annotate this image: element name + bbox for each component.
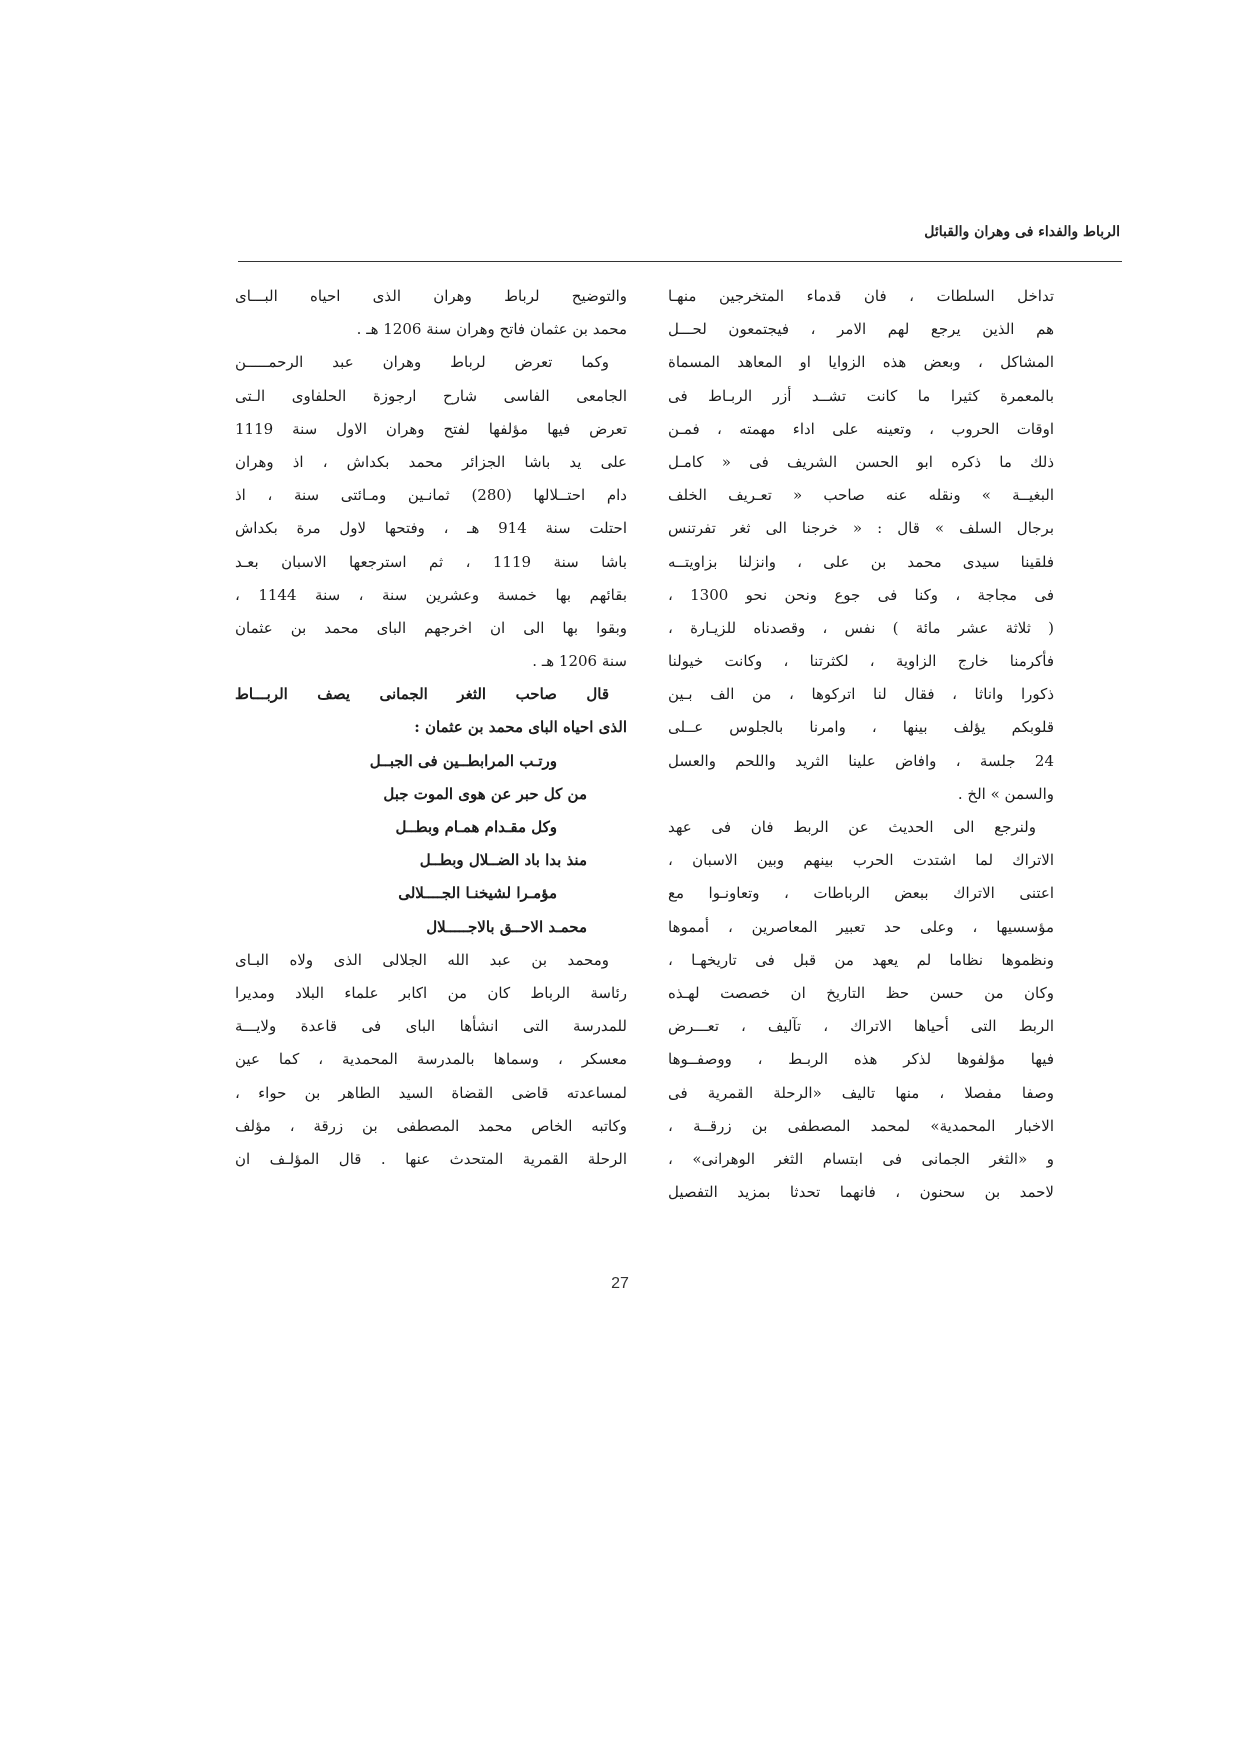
text-line: فأكرمنا خارج الزاوية ، لكثرتنا ، وكانت خيولنا bbox=[668, 652, 1054, 671]
text-line: على يد باشا الجزائر محمد بكداش ، اذ وهران bbox=[235, 452, 627, 471]
text-line: دام احتــلالها (280) ثمانـين ومـائتى سنة ، اذ bbox=[235, 486, 627, 505]
verse-line: من كل حبر عن هوى الموت جبل bbox=[383, 784, 587, 803]
verse-line: منذ بدا باد الضــلال وبطــل bbox=[419, 851, 587, 870]
text-line: وصفا مفصلا ، منها تاليف «الرحلة القمرية فى bbox=[668, 1083, 1054, 1102]
text-line: الاخبار المحمدية» لمحمد المصطفى بن زرقــة ، bbox=[668, 1116, 1054, 1135]
text-line: ونظموها نظاما لم يعهد من قبل فى تاريخهـا ، bbox=[668, 950, 1054, 969]
text-line: ذكورا واناثا ، فقال لنا اتركوها ، من الف بـين bbox=[668, 685, 1054, 704]
text-line: سنة 1206 هـ . bbox=[532, 652, 627, 671]
text-line: فيها مؤلفوها لذكر هذه الربـط ، ووصفــوها bbox=[668, 1050, 1054, 1069]
text-line: الذى احياه الباى محمد بن عثمان : bbox=[414, 718, 627, 737]
verse-line: وكل مقـدام همـام وبطــل bbox=[395, 818, 557, 836]
text-line: لاحمد بن سحنون ، فانهما تحدثا بمزيد التفصيل bbox=[668, 1183, 1054, 1202]
text-line: قلوبكم يؤلف بينها ، وامرنا بالجلوس عــلى bbox=[668, 718, 1054, 737]
text-line: برجال السلف » قال : « خرجنا الى ثغر تفرتنس bbox=[668, 519, 1054, 538]
right-column bbox=[668, 280, 1054, 1209]
text-line: وكان من حسن حظ التاريخ ان خصصت لهـذه bbox=[668, 983, 1054, 1002]
text-line: المشاكل ، وبعض هذه الزوايا او المعاهد المسماة bbox=[668, 353, 1054, 372]
text-line: قال صاحب الثغر الجمانى يصف الربـــاط bbox=[235, 685, 609, 704]
text-line: الاتراك لما اشتدت الحرب بينهم وبين الاسبان ، bbox=[668, 851, 1054, 870]
text-line: محمد بن عثمان فاتح وهران سنة 1206 هـ . bbox=[356, 320, 627, 339]
text-line: للمدرسة التى انشأها الباى فى قاعدة ولايـــة bbox=[235, 1017, 627, 1036]
text-line: بالمعمرة كثيرا ما كانت تشــد أزر الربـاط فى bbox=[668, 386, 1054, 405]
text-line: احتلت سنة 914 هـ ، وفتحها لاول مرة بكداش bbox=[235, 519, 627, 538]
page-number: 27 bbox=[611, 1275, 629, 1292]
text-line: فلقينا سيدى محمد بن على ، وانزلنا بزاويتــه bbox=[668, 552, 1054, 571]
text-line: رئاسة الرباط كان من اكابر علماء البلاد ومديرا bbox=[235, 983, 627, 1002]
text-line: ولنرجع الى الحديث عن الربط فان فى عهد bbox=[668, 818, 1036, 836]
text-line: مؤسسيها ، وعلى حد تعبير المعاصرين ، أمموها bbox=[668, 917, 1054, 936]
verse-line: ورتـب المرابطــين فى الجبــل bbox=[369, 751, 557, 770]
left-column bbox=[235, 280, 627, 1176]
text-line: اعتنى الاتراك ببعض الرباطات ، وتعاونـوا مع bbox=[668, 884, 1054, 903]
text-line: الجامعى الفاسى شارح ارجوزة الحلفاوى الـتى bbox=[235, 386, 627, 405]
text-line: هم الذين يرجع لهم الامر ، فيجتمعون لحـــل bbox=[668, 320, 1054, 339]
text-line: باشا سنة 1119 ، ثم استرجعها الاسبان بعـد bbox=[235, 552, 627, 571]
text-line: والتوضيح لرباط وهران الذى احياه البـــاى bbox=[235, 287, 627, 305]
text-line: ومحمد بن عبد الله الجلالى الذى ولاه البـاى bbox=[235, 950, 609, 969]
running-title: الرباط والفداء فى وهران والقبائل bbox=[924, 224, 1120, 240]
text-line: وكاتبه الخاص محمد المصطفى بن زرقة ، مؤلف bbox=[235, 1116, 627, 1135]
text-line: لمساعدته قاضى القضاة السيد الطاهر بن حواء ، bbox=[235, 1083, 627, 1102]
header-rule bbox=[238, 261, 1122, 262]
text-line: تداخل السلطات ، فان قدماء المتخرجين منهـا bbox=[668, 287, 1054, 305]
text-line: الربط التى أحياها الاتراك ، تآليف ، تعـــرض bbox=[668, 1017, 1054, 1036]
verse-line: مؤمـرا لشيخنـا الجــــلالى bbox=[398, 884, 557, 903]
text-line: وكما تعرض لرباط وهران عبد الرحمـــــن bbox=[235, 353, 609, 372]
text-line: البغيــة » ونقله عنه صاحب « تعـريف الخلف bbox=[668, 486, 1054, 505]
text-line: و «الثغر الجمانى فى ابتسام الثغر الوهرانى» ، bbox=[668, 1149, 1054, 1168]
text-line: الرحلة القمرية المتحدث عنها . قال المؤلـف ان bbox=[235, 1149, 627, 1168]
text-line: ( ثلاثة عشر مائة ) نفس ، وقصدناه للزيـارة ، bbox=[668, 618, 1054, 637]
text-line: 24 جلسة ، وافاض علينا الثريد واللحم والعسل bbox=[668, 751, 1054, 770]
text-line: والسمن » الخ . bbox=[957, 784, 1054, 803]
verse-line: محمـد الاحــق بالاجـــــلال bbox=[426, 917, 587, 936]
text-line: فى مجاجة ، وكنا فى جوع ونحن نحو 1300 ، bbox=[668, 585, 1054, 604]
text-line: ذلك ما ذكره ابو الحسن الشريف فى « كامـل bbox=[668, 452, 1054, 471]
text-line: معسكر ، وسماها بالمدرسة المحمدية ، كما عين bbox=[235, 1050, 627, 1069]
text-line: وبقوا بها الى ان اخرجهم الباى محمد بن عثمان bbox=[235, 618, 627, 637]
text-line: تعرض فيها مؤلفها لفتح وهران الاول سنة 1119 bbox=[235, 419, 627, 438]
text-line: بقائهم بها خمسة وعشرين سنة ، سنة 1144 ، bbox=[235, 585, 627, 604]
text-line: اوقات الحروب ، وتعينه على اداء مهمته ، فمـن bbox=[668, 419, 1054, 438]
